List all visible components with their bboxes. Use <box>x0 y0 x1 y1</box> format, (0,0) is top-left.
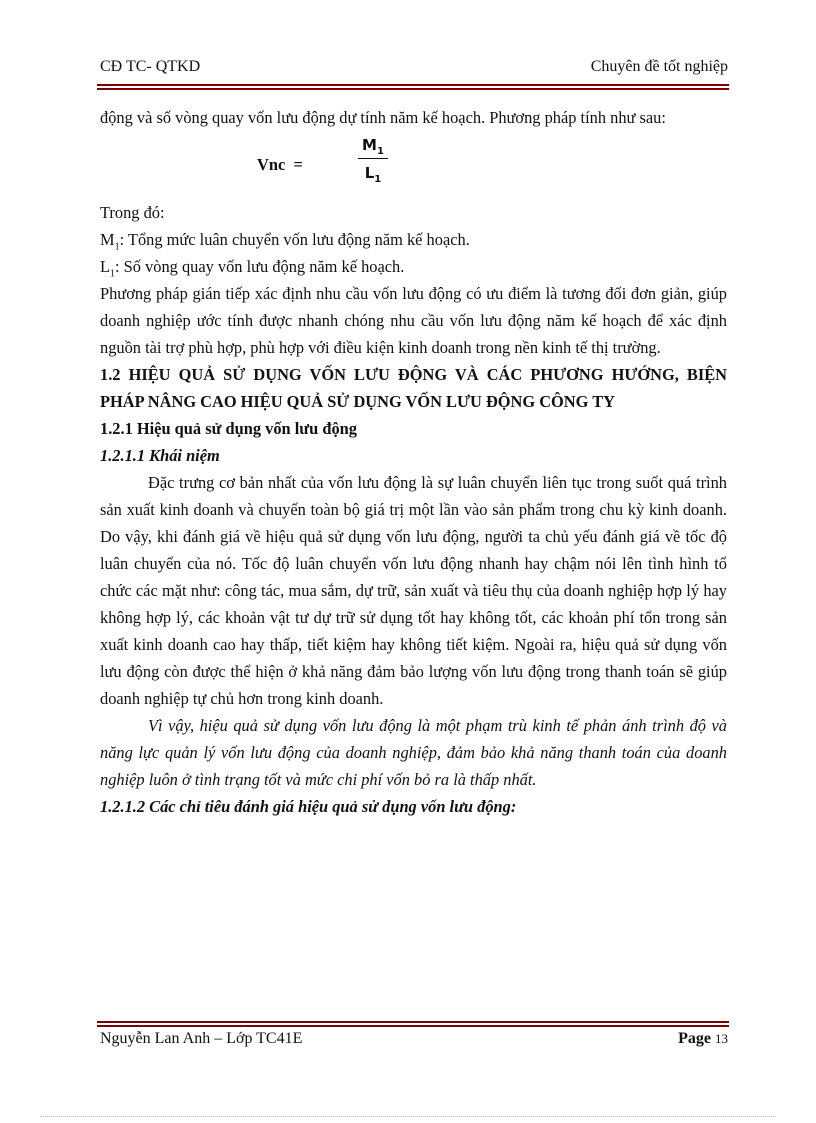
page-number: Page 13 <box>678 1030 728 1047</box>
footer-rule-double <box>97 1025 729 1027</box>
header-right-text: Chuyên đề tốt nghiệp <box>590 58 728 75</box>
page-bottom-dotted-line <box>40 1115 776 1117</box>
definition-m1: $M_1$: Tổng mức luân chuyển vốn lưu động năm kế hoạch. <box>100 230 470 253</box>
intro-paragraph: động và số vòng quay vốn lưu động dự tính năm kế hoạch. Phương pháp tính như sau: <box>100 108 666 127</box>
header-rule <box>97 84 729 86</box>
header-rule-double <box>97 88 729 90</box>
paragraph-efficiency-definition: Vì vậy, hiệu quả sử dụng vốn lưu động là một phạm trù kinh tế phản ánh trình độ và năng lực quản lý vốn lưu động của doanh nghiệp, đảm bảo khả năng thanh toán của doanh nghiệp luôn ở tình trạng tốt và mức chi phí vốn bỏ ra là thấp nhất. <box>100 716 727 789</box>
formula-fraction <box>358 135 388 186</box>
paragraph-concept: Đặc trưng cơ bản nhất của vốn lưu động là sự luân chuyển liên tục trong suốt quá trình sản xuất kinh doanh và chuyển toàn bộ giá trị một lần vào sản phẩm trong chu kỳ kinh doanh. Do vậy, khi đánh giá về hiệu quả sử dụng vốn lưu động, người ta chủ yếu đánh giá về tốc độ luân chuyển của nó. Tốc độ luân chuyển vốn lưu động nhanh hay chậm nói lên tình hình tổ chức các mặt như: công tác, mua sắm, dự trữ, sản xuất và tiêu thụ của doanh nghiệp hợp lý hay không hợp lý, các khoản vật tư dự trữ sử dụng tốt hay không tốt, các khoản phí tổn trong sản xuất kinh doanh cao hay thấp, tiết kiệm hay không tiết kiệm. Ngoài ra, hiệu quả sử dụng vốn lưu động còn được thể hiện ở khả năng đảm bảo lượng vốn lưu động trong thanh toán sẽ giúp doanh nghiệp tự chủ hơn trong kinh doanh. <box>100 473 727 708</box>
formula-numerator: $M_1$ <box>362 136 384 157</box>
page-header <box>100 58 728 82</box>
footer-rule <box>97 1021 729 1023</box>
formula-lhs: Vnc = <box>257 155 303 174</box>
footer-author: Nguyễn Lan Anh – Lớp TC41E <box>100 1030 303 1047</box>
fraction-bar <box>358 158 388 159</box>
formula-vnc <box>100 131 727 199</box>
heading-1-2: 1.2 HIỆU QUẢ SỬ DỤNG VỐN LƯU ĐỘNG VÀ CÁC PHƯƠNG HƯỚNG, BIỆN PHÁP NÂNG CAO HIỆU QUẢ SỬ DỤNG VỐN LƯU ĐỘNG CÔNG TY <box>100 365 727 411</box>
heading-1-2-1-1: 1.2.1.1 Khái niệm <box>100 446 220 465</box>
heading-1-2-1-2: 1.2.1.2 Các chỉ tiêu đánh giá hiệu quả sử dụng vốn lưu động: <box>100 797 517 816</box>
definition-l1: $L_1$: Số vòng quay vốn lưu động năm kế hoạch. <box>100 257 405 280</box>
page-footer <box>100 1030 728 1054</box>
document-body <box>100 104 727 820</box>
where-label: Trong đó: <box>100 203 165 222</box>
formula-denominator: $L_1$ <box>364 164 382 186</box>
paragraph-indirect-method: Phương pháp gián tiếp xác định nhu cầu vốn lưu động có ưu điểm là tương đối đơn giản, giúp doanh nghiệp ước tính được nhanh chóng nhu cầu vốn lưu động năm kế hoạch để xác định nguồn tài trợ phù hợp, phù hợp với điều kiện kinh doanh trong nền kinh tế thị trường. <box>100 284 727 357</box>
header-left-text: CĐ TC- QTKD <box>100 58 201 75</box>
heading-1-2-1: 1.2.1 Hiệu quả sử dụng vốn lưu động <box>100 419 357 438</box>
